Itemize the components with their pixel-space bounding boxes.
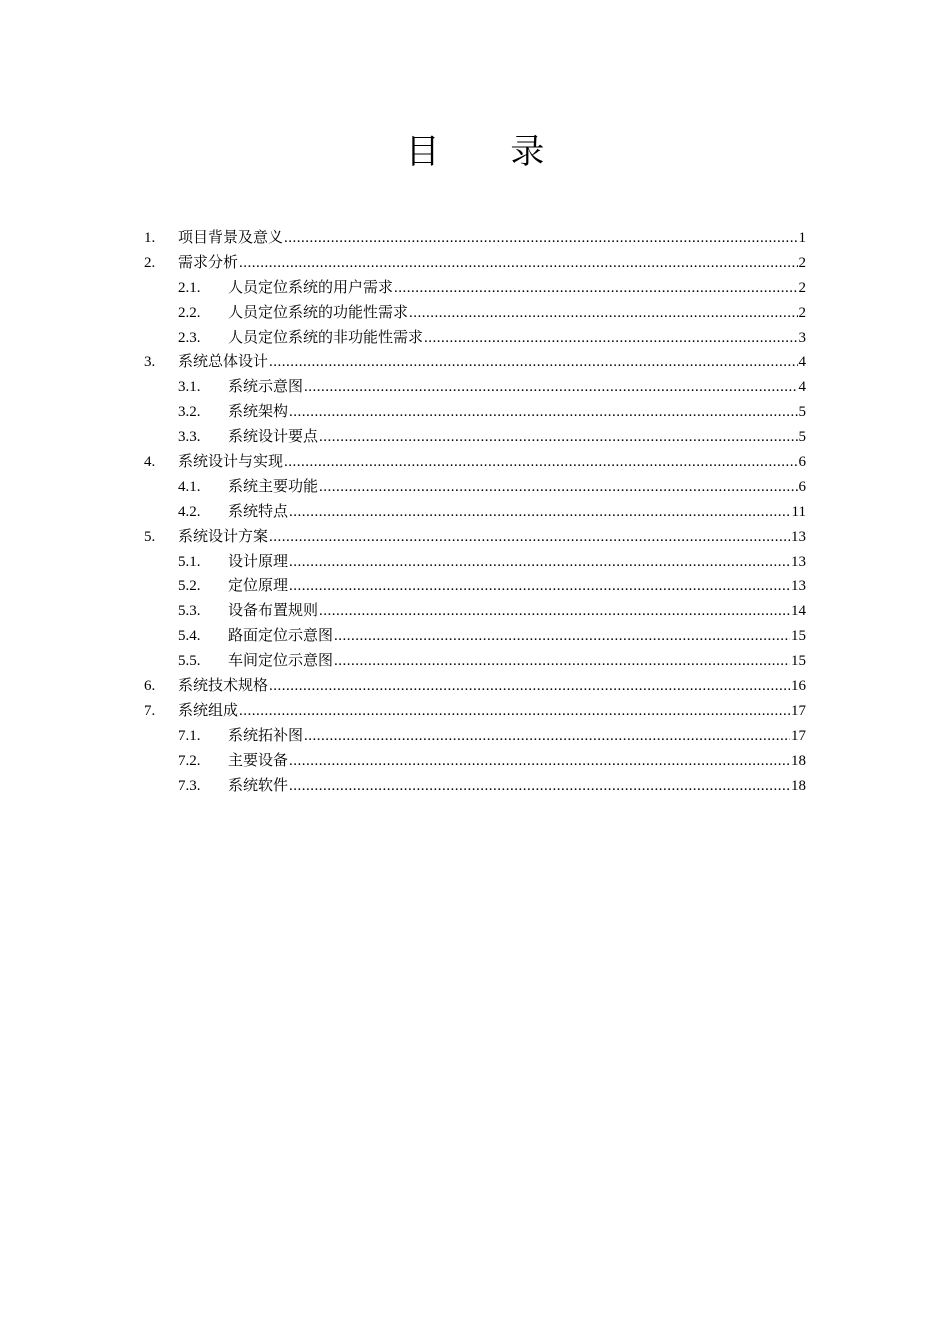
toc-entry-label: 设计原理 [228,551,289,570]
dot-leader [289,550,790,575]
toc-entry-page-number: 17 [791,702,806,719]
toc-entry[interactable] [144,349,806,374]
toc-entry-page-number: 15 [791,628,806,645]
dot-leader [319,599,790,624]
toc-entry-label: 系统主要功能 [228,476,319,495]
toc-entry-number: 2.3. [178,329,201,346]
dot-leader [269,674,790,699]
toc-entry[interactable] [144,325,806,350]
toc-entry-page-number: 1 [798,230,806,246]
toc-entry-number: 5.1. [178,553,201,570]
toc-entry[interactable] [144,773,806,798]
toc-entry-number: 3.3. [178,429,201,446]
toc-entry-label: 人员定位系统的功能性需求 [228,302,409,321]
dot-leader [304,375,797,400]
toc-entry-number: 7.2. [178,752,201,769]
dot-leader [334,649,790,674]
toc-entry-page-number: 15 [791,653,806,670]
toc-entry-number: 7.1. [178,727,201,744]
toc-entry[interactable] [144,275,806,300]
toc-entry-page-number: 13 [791,528,806,545]
toc-entry-page-number: 18 [791,752,806,769]
toc-entry[interactable] [144,524,806,549]
toc-entry-page-number: 4 [798,354,806,371]
toc-entry-label: 系统架构 [228,402,289,421]
toc-entry-number: 2. [144,254,156,271]
toc-entry[interactable] [144,474,806,499]
toc-entry-number: 1. [144,230,156,246]
toc-entry[interactable] [144,300,806,325]
dot-leader [304,724,790,749]
toc-entry[interactable] [144,424,806,449]
toc-entry-label: 系统软件 [228,775,289,794]
toc-entry-number: 4.2. [178,503,201,520]
dot-leader [289,749,790,774]
toc-entry-number: 4. [144,454,156,471]
toc-entry-page-number: 6 [798,478,806,495]
toc-entry[interactable] [144,499,806,524]
toc-entry-page-number: 16 [791,678,806,695]
toc-entry-label: 系统总体设计 [178,352,269,371]
toc-entry-label: 系统示意图 [228,377,304,396]
toc-entry[interactable] [144,623,806,648]
toc-entry-number: 3. [144,354,156,371]
dot-leader [284,450,797,475]
toc-entry-label: 设备布置规则 [228,601,319,620]
toc-entry[interactable] [144,598,806,623]
toc-entry-page-number: 2 [798,254,806,271]
toc-entry-label: 系统技术规格 [178,676,269,695]
dot-leader [424,326,797,351]
toc-entry-page-number: 13 [791,553,806,570]
toc-entry-page-number: 17 [791,727,806,744]
dot-leader [319,425,797,450]
toc-entry-number: 5.3. [178,603,201,620]
toc-entry[interactable] [144,250,806,275]
toc-entry[interactable] [144,748,806,773]
toc-entry-page-number: 13 [791,578,806,595]
toc-entry-label: 系统特点 [228,501,289,520]
toc-entry-number: 5.5. [178,653,201,670]
toc-entry-page-number: 2 [798,279,806,296]
toc-entry-label: 主要设备 [228,750,289,769]
toc-entry-number: 5. [144,528,156,545]
toc-entry-label: 定位原理 [228,576,289,595]
toc-entry-number: 5.2. [178,578,201,595]
toc-entry-page-number: 5 [798,404,806,421]
toc-entry[interactable] [144,573,806,598]
toc-entry-page-number: 2 [798,304,806,321]
toc-entry-page-number: 3 [798,329,806,346]
toc-entry-label: 人员定位系统的非功能性需求 [228,327,424,346]
toc-entry[interactable] [144,723,806,748]
toc-entry[interactable] [144,449,806,474]
toc-entry[interactable] [144,648,806,673]
toc-entry-label: 系统组成 [178,700,239,719]
toc-entry-page-number: 6 [798,454,806,471]
dot-leader [239,699,790,724]
toc-entry-page-number: 14 [791,603,806,620]
toc-entry[interactable] [144,399,806,424]
toc-entry-label: 系统设计要点 [228,427,319,446]
dot-leader [269,350,797,375]
dot-leader [289,774,790,799]
dot-leader [394,276,797,301]
toc-entry-page-number: 11 [791,503,806,520]
toc-entry-page-number: 18 [791,777,806,794]
toc-entry-number: 2.2. [178,304,201,321]
page-title: 目 录 [405,132,575,172]
dot-leader [289,574,790,599]
toc-entry-number: 7.3. [178,777,201,794]
dot-leader [289,500,791,525]
dot-leader [334,624,790,649]
dot-leader [409,301,797,326]
toc-entry-number: 4.1. [178,478,201,495]
toc-entry-label: 项目背景及意义 [178,228,284,246]
toc-entry[interactable] [144,374,806,399]
toc-entry[interactable] [144,673,806,698]
toc-entry-label: 车间定位示意图 [228,651,334,670]
dot-leader [289,400,797,425]
toc-entry-page-number: 4 [798,379,806,396]
dot-leader [319,475,797,500]
toc-entry-label: 路面定位示意图 [228,626,334,645]
toc-entry-label: 系统设计与实现 [178,452,284,471]
table-of-contents [144,225,806,797]
toc-entry-label: 人员定位系统的用户需求 [228,277,394,296]
toc-entry[interactable] [144,549,806,574]
toc-entry-page-number: 5 [798,429,806,446]
toc-entry-label: 系统拓补图 [228,725,304,744]
toc-entry-number: 5.4. [178,628,201,645]
toc-entry-label: 需求分析 [178,252,239,271]
toc-entry-number: 6. [144,678,156,695]
toc-entry-number: 7. [144,702,156,719]
toc-entry[interactable] [144,225,806,250]
toc-entry-number: 3.2. [178,404,201,421]
toc-entry-number: 2.1. [178,279,201,296]
toc-entry[interactable] [144,698,806,723]
toc-entry-number: 3.1. [178,379,201,396]
toc-entry-label: 系统设计方案 [178,526,269,545]
dot-leader [269,525,790,550]
dot-leader [239,251,797,276]
dot-leader [284,226,797,251]
